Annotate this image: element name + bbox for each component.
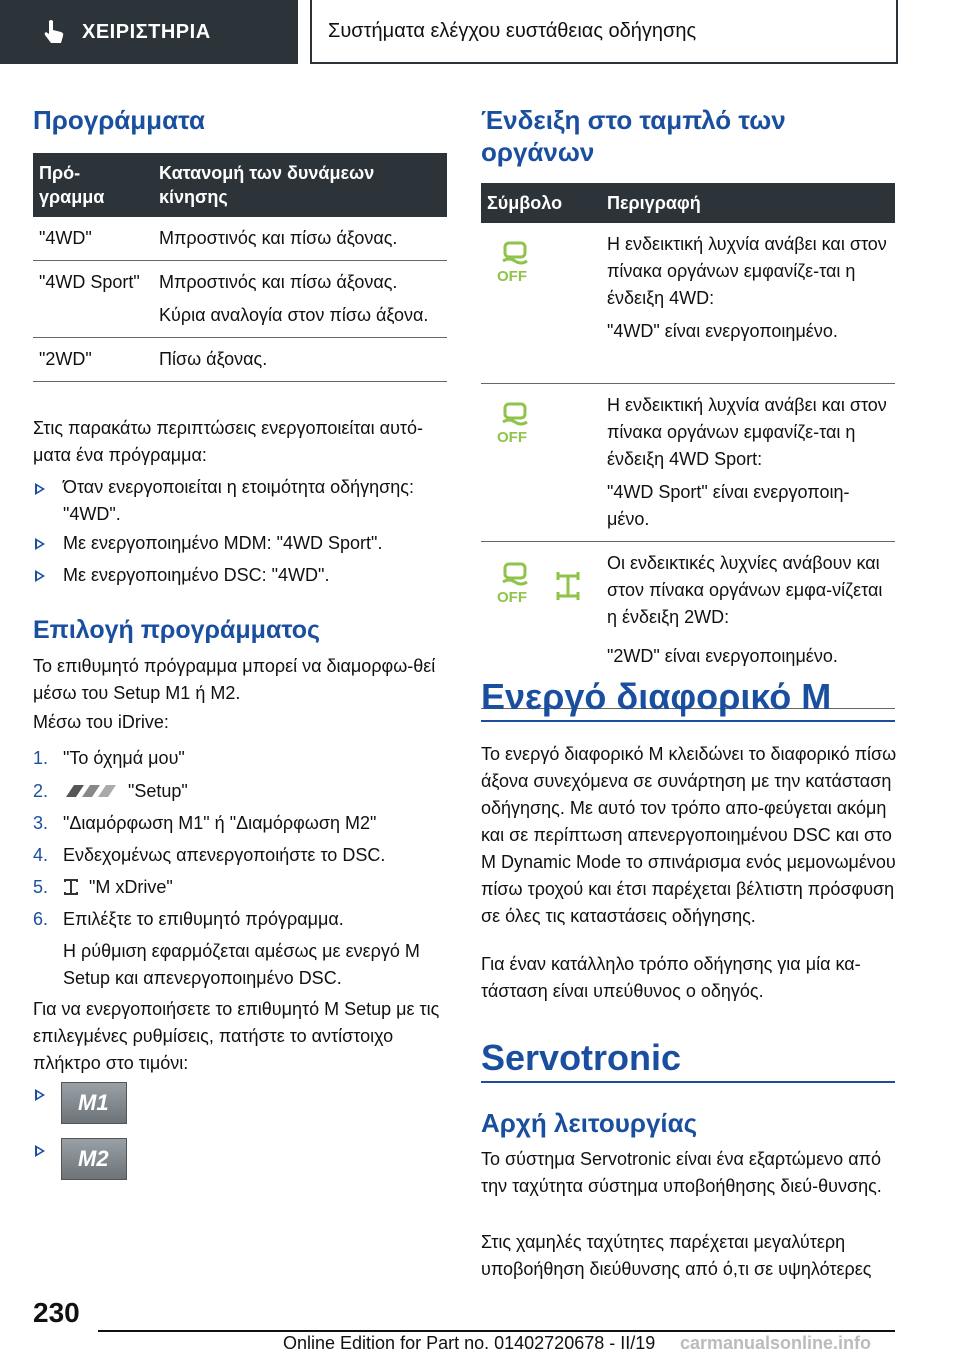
table-row (481, 383, 895, 541)
principle-heading: Αρχή λειτουργίας (481, 1108, 698, 1138)
col-header-description: Περιγραφή (601, 183, 895, 223)
distribution-cell: Μπροστινός και πίσω άξονας. (153, 217, 447, 261)
heading-rule (481, 1081, 895, 1083)
off-label: OFF (497, 268, 527, 285)
step-number: 5. (33, 877, 49, 897)
xdrive-icon (63, 878, 79, 896)
watermark-text: carmanualsonline.info (680, 1333, 872, 1353)
off-label: OFF (497, 428, 527, 446)
edition-text: Online Edition for Part no. 01402720678 - II/19 (283, 1333, 656, 1353)
page-header (0, 0, 960, 66)
chapter-title: ΧΕΙΡΙΣΤΗΡΙΑ (82, 20, 211, 43)
col-header-symbol: Σύμβολο (481, 183, 601, 223)
activate-text: Για να ενεργοποιήσετε το επιθυμητό M Setup με τις επιλεγμένες ρυθμίσεις, πατήστε το αντίστοιχο πλήκτρο στο τιμόνι: (33, 999, 440, 1073)
heading-rule (481, 720, 895, 722)
auto-bullet: Με ενεργοποιημένο MDM: "4WD Sport". (63, 533, 383, 553)
servotronic-text: Το σύστημα Servotronic είναι ένα εξαρτώμενο από την ταχύτητα σύστημα υποβοήθησης διεύ-θυνσης. (481, 1149, 882, 1196)
symbol-cell (481, 383, 601, 541)
table-header-row (33, 153, 447, 217)
bullet-arrow-icon (35, 1089, 45, 1101)
bullet-arrow-icon (35, 570, 45, 582)
step-text: "Το όχημά μου" (63, 748, 185, 768)
col-header-distribution: Κατανομή των δυνάμεων κίνησης (153, 153, 447, 217)
footer-rule (98, 1330, 895, 1332)
step-number: 6. (33, 909, 49, 929)
program-cell: "2WD" (33, 338, 153, 382)
hand-pointer-icon (40, 18, 68, 46)
description-text: Η ενδεικτική λυχνία ανάβει και στον πίνακα οργάνων εμφανίζε-ται η ένδειξη 4WD Sport: (607, 394, 887, 469)
active-diff-heading: Ενεργό διαφορικό M (481, 676, 832, 717)
description-text: Η ενδεικτική λυχνία ανάβει και στον πίνακα οργάνων εμφανίζε-ται η ένδειξη 4WD: (607, 234, 887, 308)
step-text: "Setup" (128, 781, 188, 801)
m2-button-image (61, 1138, 127, 1180)
m1-button-label: M1 (78, 1090, 109, 1115)
description-text: Οι ενδεικτικές λυχνίες ανάβουν και στον πίνακα οργάνων εμφα-νίζεται η ένδειξη 2WD: (607, 552, 883, 627)
select-program-text: Το επιθυμητό πρόγραμμα μπορεί να διαμορφω-θεί μέσω του Setup M1 ή M2. (33, 656, 436, 703)
section-title: Συστήματα ελέγχου ευστάθειας οδήγησης (328, 19, 697, 42)
programs-heading: Προγράμματα (33, 105, 205, 135)
step-number: 1. (33, 748, 49, 768)
m1-button-image (61, 1082, 127, 1124)
auto-bullet: Με ενεργοποιημένο DSC: "4WD". (63, 565, 330, 585)
description-cell (601, 223, 895, 383)
servotronic-heading: Servotronic (481, 1037, 682, 1078)
active-diff-note: Για έναν κατάλληλο τρόπο οδήγησης για μία κα-τάσταση είναι υπεύθυνος ο οδηγός. (481, 954, 861, 1001)
description-note: "4WD" είναι ενεργοποιημένο. (607, 321, 838, 341)
off-label: OFF (497, 588, 527, 606)
auto-activation-text: Στις παρακάτω περιπτώσεις ενεργοποιείται αυτό-ματα ένα πρόγραμμα: (33, 418, 424, 465)
bullet-arrow-icon (35, 483, 45, 495)
distribution-cell: Πίσω άξονας. (153, 338, 447, 382)
indicator-heading: Ένδειξη στο ταμπλό των οργάνων (481, 105, 786, 167)
page-number: 230 (33, 1297, 80, 1328)
distribution-note: Κύρια αναλογία στον πίσω άξονα. (159, 305, 429, 325)
dsc-off-icon (495, 560, 535, 606)
step-number: 4. (33, 845, 49, 865)
distribution-text: Μπροστινός και πίσω άξονας. (159, 272, 398, 292)
step-text: "Διαμόρφωση M1" ή "Διαμόρφωση M2" (63, 813, 377, 833)
description-cell (601, 383, 895, 541)
indicator-table (481, 183, 895, 709)
step-number: 2. (33, 781, 49, 801)
table-header-row (481, 183, 895, 223)
step-text: Ενδεχομένως απενεργοποιήστε το DSC. (63, 845, 386, 865)
step-note: Η ρύθμιση εφαρμόζεται αμέσως με ενεργό M Setup και απενεργοποιημένο DSC. (63, 941, 420, 988)
step-number: 3. (33, 813, 49, 833)
m-setup-icon (62, 783, 118, 799)
active-diff-text: Το ενεργό διαφορικό M κλειδώνει το διαφορικό πίσω άξονα συνεχόμενα σε συνάρτηση με την κατάσταση οδήγησης. Με αυτό τον τρόπο απο-φεύγεται ακόμη και σε περίπτωση απενεργοποιημένου DSC και στο M Dynamic Mode το σπινάρισμα ενός μεμονωμένου πίσω τροχού και έτσι παρέχεται βέλτιστη πρόσφυση σε όλες τις καταστάσεις οδήγησης. (481, 744, 897, 926)
table-row (33, 217, 447, 261)
xdrive-2wd-icon (548, 566, 588, 606)
step-text: Επιλέξτε το επιθυμητό πρόγραμμα. (63, 909, 344, 929)
m2-button-label: M2 (78, 1146, 109, 1171)
col-header-program: Πρό- γραμμα (33, 153, 153, 217)
auto-bullet: Όταν ενεργοποιείται η ετοιμότητα οδήγησης: "4WD". (63, 477, 414, 524)
select-program-heading: Επιλογή προγράμματος (33, 616, 321, 644)
servotronic-note: Στις χαμηλές ταχύτητες παρέχεται μεγαλύτερη υποβοήθηση διεύθυνσης από ό,τι σε υψηλότερες (481, 1232, 872, 1279)
section-tab (310, 0, 898, 64)
description-note: "2WD" είναι ενεργοποιημένο. (607, 645, 838, 666)
table-row (33, 261, 447, 338)
programs-table (33, 153, 447, 382)
program-cell: "4WD" (33, 217, 153, 261)
description-note: "4WD Sport" είναι ενεργοποιη-μένο. (607, 481, 850, 529)
bullet-arrow-icon (35, 1145, 45, 1157)
distribution-cell (153, 261, 447, 338)
table-row (33, 338, 447, 382)
step-text: "M xDrive" (89, 877, 173, 897)
bullet-arrow-icon (35, 538, 45, 550)
dsc-off-icon (495, 239, 535, 285)
program-cell: "4WD Sport" (33, 261, 153, 338)
symbol-cell (481, 223, 601, 383)
table-row (481, 223, 895, 383)
via-idrive-text: Μέσω του iDrive: (33, 712, 169, 732)
dsc-off-icon (495, 400, 535, 446)
chapter-tab (0, 0, 298, 64)
